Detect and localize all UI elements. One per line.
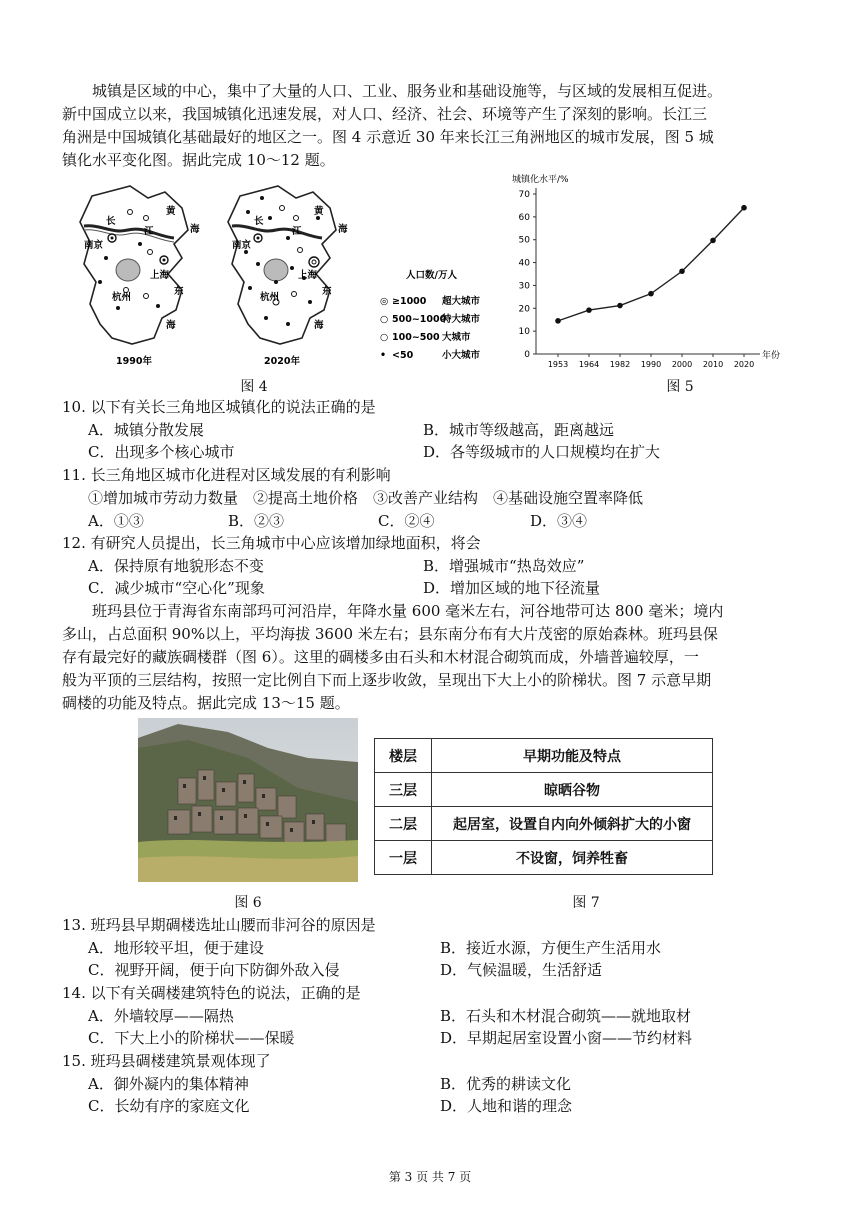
map1-label-jiang: 江: [144, 226, 154, 237]
option-10-a[interactable]: A．城镇分散发展: [88, 421, 204, 439]
chart-ylabel: 城镇化水平/%: [512, 175, 569, 185]
question-12-stem: [62, 532, 481, 554]
question-10-stem: [62, 396, 376, 418]
legend-range: 100~500: [392, 332, 440, 343]
chart-y-tick-label: 30: [518, 281, 530, 292]
legend-type: 大城市: [442, 332, 471, 343]
option-13-c[interactable]: C．视野开阔，便于向下防御外敌入侵: [88, 961, 340, 979]
question-14-stem: [62, 982, 361, 1004]
table-header-cell: 早期功能及特点: [432, 739, 713, 773]
legend-range: 500~1000: [392, 314, 447, 325]
chart-y-tick-label: 70: [518, 190, 530, 200]
table-cell-floor: 一层: [375, 841, 432, 875]
map2-label-jiang: 江: [292, 226, 302, 237]
intro-paragraph-2: [62, 600, 802, 715]
chart-data-point: [617, 303, 623, 309]
question-number: 14.: [62, 984, 86, 1002]
map1-label-shanghai: 上海: [150, 270, 170, 281]
map2-label-hangzhou: 杭州: [260, 292, 280, 303]
chart-data-point: [555, 318, 561, 324]
map2-label-hai2: 海: [314, 320, 324, 331]
chart-y-tick-label: 50: [518, 235, 530, 246]
map1-label-dong: 东: [174, 286, 184, 297]
question-text: 班玛县碉楼建筑景观体现了: [90, 1052, 271, 1070]
question-number: 10.: [62, 398, 86, 416]
intro2-line: 碉楼的功能及特点。据此完成 13～15 题。: [62, 694, 350, 712]
page-footer: 第 3 页 共 7 页: [388, 1170, 472, 1184]
chart-y-tick-label: 40: [518, 258, 530, 269]
option-14-a[interactable]: A．外墙较厚——隔热: [88, 1007, 234, 1025]
option-13-a[interactable]: A．地形较平坦，便于建设: [88, 939, 264, 957]
question-11-items: ①增加城市劳动力数量 ②提高土地价格 ③改善产业结构 ④基础设施空置率降低: [88, 489, 644, 507]
option-11-b[interactable]: B．②③: [228, 512, 285, 530]
intro2-line: 般为平顶的三层结构，按照一定比例自下而上逐步收敛，呈现出下大上小的阶梯状。图 7 示意早期: [62, 671, 712, 689]
question-13-stem: [62, 914, 376, 936]
option-11-a[interactable]: A．①③: [88, 512, 144, 530]
option-12-b[interactable]: B．增强城市“热岛效应”: [423, 557, 585, 575]
table-cell-floor: 二层: [375, 807, 432, 841]
option-15-d[interactable]: D．人地和谐的理念: [440, 1097, 573, 1115]
option-10-c[interactable]: C．出现多个核心城市: [88, 443, 235, 461]
map2-label-shanghai: 上海: [298, 270, 318, 281]
figure-6-photo: [138, 718, 358, 882]
figure-4-caption: 图 4: [240, 379, 268, 395]
option-12-c[interactable]: C．减少城市“空心化”现象: [88, 579, 265, 597]
option-15-b[interactable]: B．优秀的耕读文化: [440, 1075, 572, 1093]
figure-7-table: [374, 738, 713, 875]
option-11-c[interactable]: C．②④: [378, 512, 435, 530]
figure-5-chart: [500, 172, 800, 370]
option-14-c[interactable]: C．下大上小的阶梯状——保暖: [88, 1029, 295, 1047]
question-11-stem: [62, 464, 391, 486]
intro2-line: 班玛县位于青海省东南部玛可河沿岸，年降水量 600 毫米左右，河谷地带可达 800 毫米；境内: [92, 602, 724, 620]
legend-symbol: •: [380, 350, 387, 361]
question-text: 长三角地区城市化进程对区域发展的有利影响: [90, 466, 391, 484]
option-11-d[interactable]: D．③④: [530, 512, 588, 530]
table-row: [375, 807, 713, 841]
chart-x-tick-label: 1964: [578, 360, 600, 369]
legend-symbol: ○: [380, 314, 389, 325]
chart-data-point: [710, 238, 716, 244]
intro-paragraph-1: [62, 80, 802, 172]
legend-range: <50: [392, 350, 414, 361]
map1-label-hangzhou: 杭州: [112, 292, 132, 303]
question-text: 有研究人员提出，长三角城市中心应该增加绿地面积，将会: [90, 534, 481, 552]
chart-series-line: [558, 208, 744, 321]
chart-y-tick-label: 0: [524, 350, 530, 360]
question-number: 13.: [62, 916, 86, 934]
option-15-a[interactable]: A．御外凝内的集体精神: [88, 1075, 249, 1093]
option-12-a[interactable]: A．保持原有地貌形态不变: [88, 557, 264, 575]
map1-label-nanjing: 南京: [84, 240, 104, 251]
option-13-d[interactable]: D．气候温暖，生活舒适: [440, 961, 603, 979]
question-15-stem: [62, 1050, 271, 1072]
table-row: [375, 841, 713, 875]
chart-x-tick-label: 2000: [671, 360, 693, 369]
map1-year: 1990年: [116, 356, 152, 367]
chart-x-tick-label: 1982: [609, 360, 631, 369]
intro1-line: 新中国成立以来，我国城镇化迅速发展，对人口、经济、社会、环境等产生了深刻的影响。长江三: [62, 105, 708, 123]
question-number: 11.: [62, 466, 86, 484]
chart-x-tick-label: 2010: [702, 360, 724, 369]
map1-label-chang: 长: [106, 216, 116, 227]
legend-symbol: ◎: [380, 296, 389, 307]
chart-x-tick-label: 1990: [640, 360, 662, 369]
map2-year: 2020年: [264, 356, 300, 367]
option-15-c[interactable]: C．长幼有序的家庭文化: [88, 1097, 250, 1115]
figure-4-maps: [70, 178, 490, 370]
map2-label-huang: 黄: [314, 206, 324, 217]
option-14-d[interactable]: D．早期起居室设置小窗——节约材料: [440, 1029, 693, 1047]
legend-type: 特大城市: [442, 314, 481, 325]
option-12-d[interactable]: D．增加区域的地下径流量: [423, 579, 601, 597]
option-13-b[interactable]: B．接近水源，方便生产生活用水: [440, 939, 662, 957]
table-header-row: [375, 739, 713, 773]
intro2-line: 存有最完好的藏族碉楼群（图 6）。这里的碉楼多由石头和木材混合砌筑而成，外墙普遍较厚，一: [62, 648, 699, 666]
chart-data-point: [586, 307, 592, 313]
intro1-line: 城镇是区域的中心，集中了大量的人口、工业、服务业和基础设施等，与区域的发展相互促进。: [92, 82, 723, 100]
intro1-line: 角洲是中国城镇化基础最好的地区之一。图 4 示意近 30 年来长江三角洲地区的城市发展，图 5 城: [62, 128, 714, 146]
chart-y-tick-label: 20: [518, 304, 530, 315]
question-text: 以下有关长三角地区城镇化的说法正确的是: [90, 398, 376, 416]
chart-x-tick-label: 1953: [547, 360, 569, 369]
intro1-line: 镇化水平变化图。据此完成 10～12 题。: [62, 151, 335, 169]
table-row: [375, 773, 713, 807]
map2-label-dong: 东: [322, 286, 332, 297]
legend: [380, 295, 481, 361]
figure-7-caption: 图 7: [572, 895, 600, 911]
chart-data-point: [648, 291, 654, 297]
table-cell-function: 晾晒谷物: [432, 773, 713, 807]
question-text: 以下有关碉楼建筑特色的说法，正确的是: [90, 984, 361, 1002]
option-14-b[interactable]: B．石头和木材混合砌筑——就地取材: [440, 1007, 692, 1025]
legend-symbol: ○: [380, 332, 389, 343]
chart-xlabel: 年份: [762, 351, 781, 361]
map1-label-huang: 黄: [166, 206, 176, 217]
map2-label-hai: 海: [338, 224, 348, 235]
option-10-b[interactable]: B．城市等级越高，距离越远: [423, 421, 615, 439]
map2-label-chang: 长: [254, 216, 264, 227]
question-number: 15.: [62, 1052, 86, 1070]
table-cell-function: 起居室，设置自内向外倾斜扩大的小窗: [432, 807, 713, 841]
table-header-cell: 楼层: [375, 739, 432, 773]
question-number: 12.: [62, 534, 86, 552]
legend-title: 人口数/万人: [406, 270, 457, 281]
chart-y-tick-label: 10: [518, 327, 530, 338]
legend-range: ≥1000: [392, 296, 427, 307]
chart-y-tick-label: 60: [518, 212, 530, 223]
option-10-d[interactable]: D．各等级城市的人口规模均在扩大: [423, 443, 661, 461]
figure-6-caption: 图 6: [234, 895, 262, 911]
map1-label-hai: 海: [190, 224, 200, 235]
legend-type: 小大城市: [442, 350, 481, 361]
figure-5-caption: 图 5: [666, 379, 694, 395]
map2-label-nanjing: 南京: [232, 240, 252, 251]
map1-label-hai2: 海: [166, 320, 176, 331]
legend-type: 超大城市: [442, 296, 481, 307]
chart-data-point: [679, 268, 685, 274]
table-cell-function: 不设窗，饲养牲畜: [432, 841, 713, 875]
table-cell-floor: 三层: [375, 773, 432, 807]
question-text: 班玛县早期碉楼选址山腰而非河谷的原因是: [90, 916, 376, 934]
intro2-line: 多山，占总面积 90%以上，平均海拔 3600 米左右；县东南分布有大片茂密的原始森林。班玛县保: [62, 625, 718, 643]
chart-x-tick-label: 2020: [733, 360, 755, 369]
chart-data-point: [741, 205, 747, 211]
